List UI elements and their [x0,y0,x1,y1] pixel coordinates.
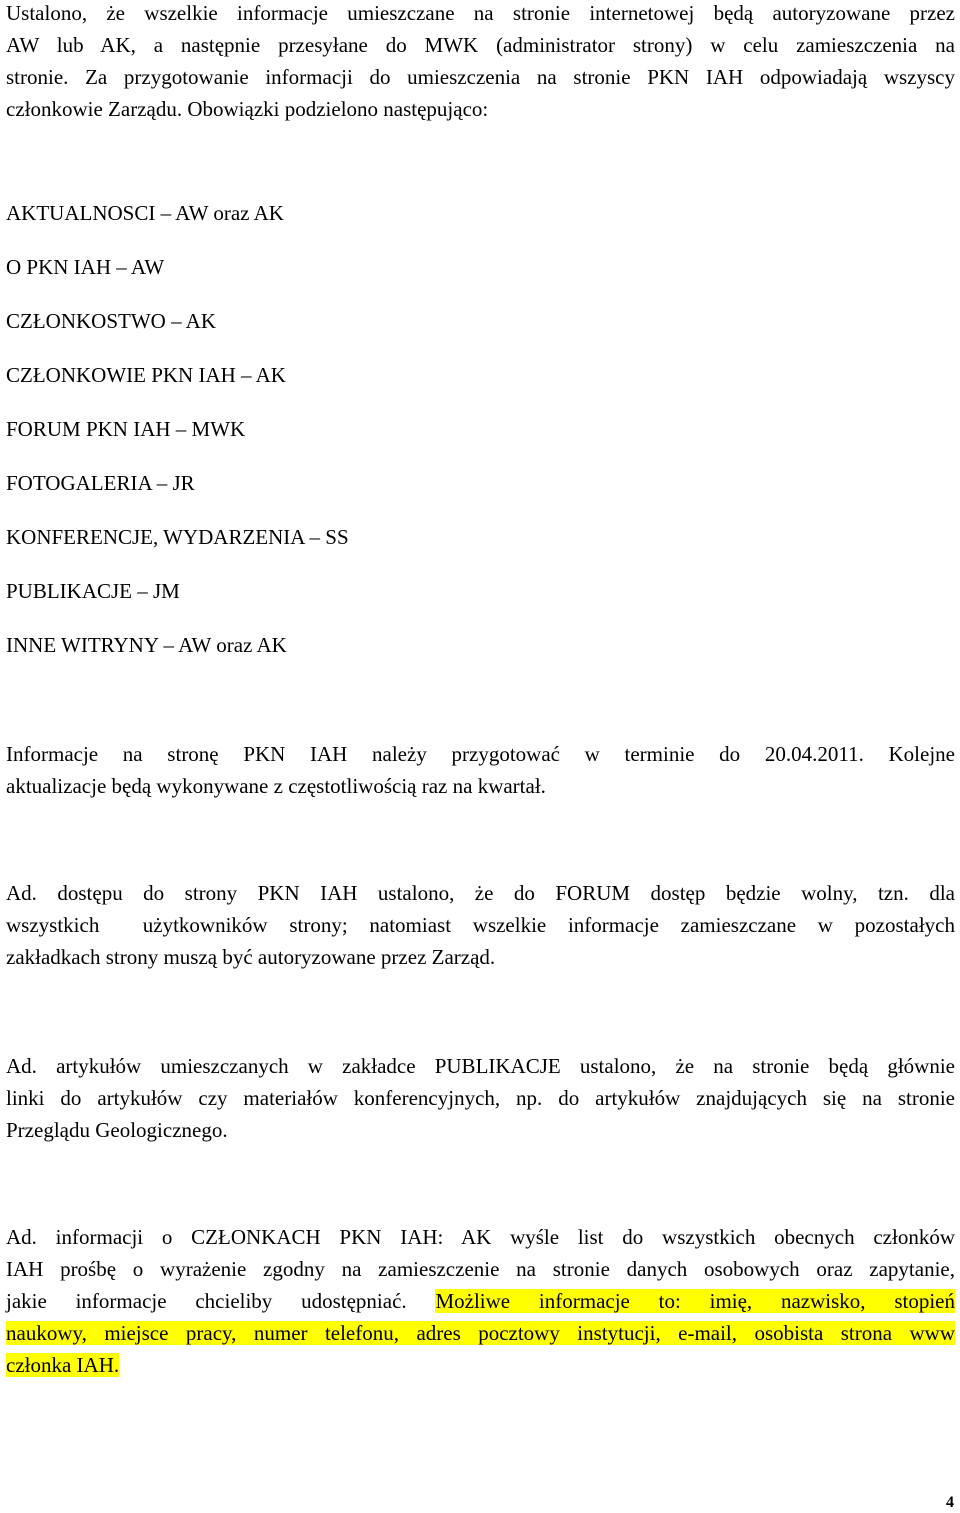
publications-line: Ad. artykułów umieszczanych w zakładce PUBLIKACJE ustalono, że na stronie będą głównie [6,1054,955,1078]
members-line: IAH prośbę o wyrażenie zgodny na zamieszczenie na stronie danych osobowych oraz zapytanie, [6,1257,955,1281]
intro-line: stronie. Za przygotowanie informacji do umieszczenia na stronie PKN IAH odpowiadają wszyscy [6,65,955,89]
access-line: Ad. dostępu do strony PKN IAH ustalono, że do FORUM dostęp będzie wolny, tzn. dla [6,881,955,905]
deadline-line: Informacje na stronę PKN IAH należy przygotować w terminie do 20.04.2011. Kolejne [6,742,955,766]
access-line: wszystkich użytkowników strony; natomiast wszelkie informacje zamieszczane w pozostałych [6,913,955,937]
members-line: Ad. informacji o CZŁONKACH PKN IAH: AK wyśle list do wszystkich obecnych członków [6,1225,955,1249]
deadline-line: aktualizacje będą wykonywane z częstotliwością raz na kwartał. [6,774,546,798]
highlighted-text: naukowy, miejsce pracy, numer telefonu, adres pocztowy instytucji, e-mail, osobista strona www [6,1321,955,1345]
page-number: 4 [946,1494,954,1511]
duty-item: CZŁONKOSTWO – AK [6,309,216,333]
intro-paragraph [6,0,955,125]
publications-line: Przeglądu Geologicznego. [6,1118,228,1142]
intro-line: członkowie Zarządu. Obowiązki podzielono następująco: [6,97,489,121]
members-line [6,1349,955,1381]
members-line-plain: jakie informacje chcieliby udostępniać. [6,1289,407,1313]
duty-item: FORUM PKN IAH – MWK [6,417,246,441]
highlighted-text: Możliwe informacje to: imię, nazwisko, stopień [435,1289,955,1313]
duty-item: O PKN IAH – AW [6,255,165,279]
intro-line: AW lub AK, a następnie przesyłane do MWK (administrator strony) w celu zamieszczenia na [6,33,955,57]
duty-item: AKTUALNOSCI – AW oraz AK [6,201,284,225]
intro-line: Ustalono, że wszelkie informacje umieszczane na stronie internetowej będą autoryzowane przez [6,1,955,25]
duty-item: CZŁONKOWIE PKN IAH – AK [6,363,286,387]
publications-line: linki do artykułów czy materiałów konferencyjnych, np. do artykułów znajdujących się na stronie [6,1086,955,1110]
access-paragraph [6,877,955,973]
members-paragraph [6,1221,955,1381]
members-line [6,1317,955,1349]
duty-item: INNE WITRYNY – AW oraz AK [6,633,287,657]
deadline-paragraph [6,738,955,802]
duty-item: FOTOGALERIA – JR [6,471,195,495]
duty-item: KONFERENCJE, WYDARZENIA – SS [6,525,349,549]
duty-item: PUBLIKACJE – JM [6,579,180,603]
members-line [6,1285,955,1317]
highlighted-text: członka IAH. [6,1353,120,1377]
access-line: zakładkach strony muszą być autoryzowane przez Zarząd. [6,945,496,969]
publications-paragraph [6,1050,955,1146]
